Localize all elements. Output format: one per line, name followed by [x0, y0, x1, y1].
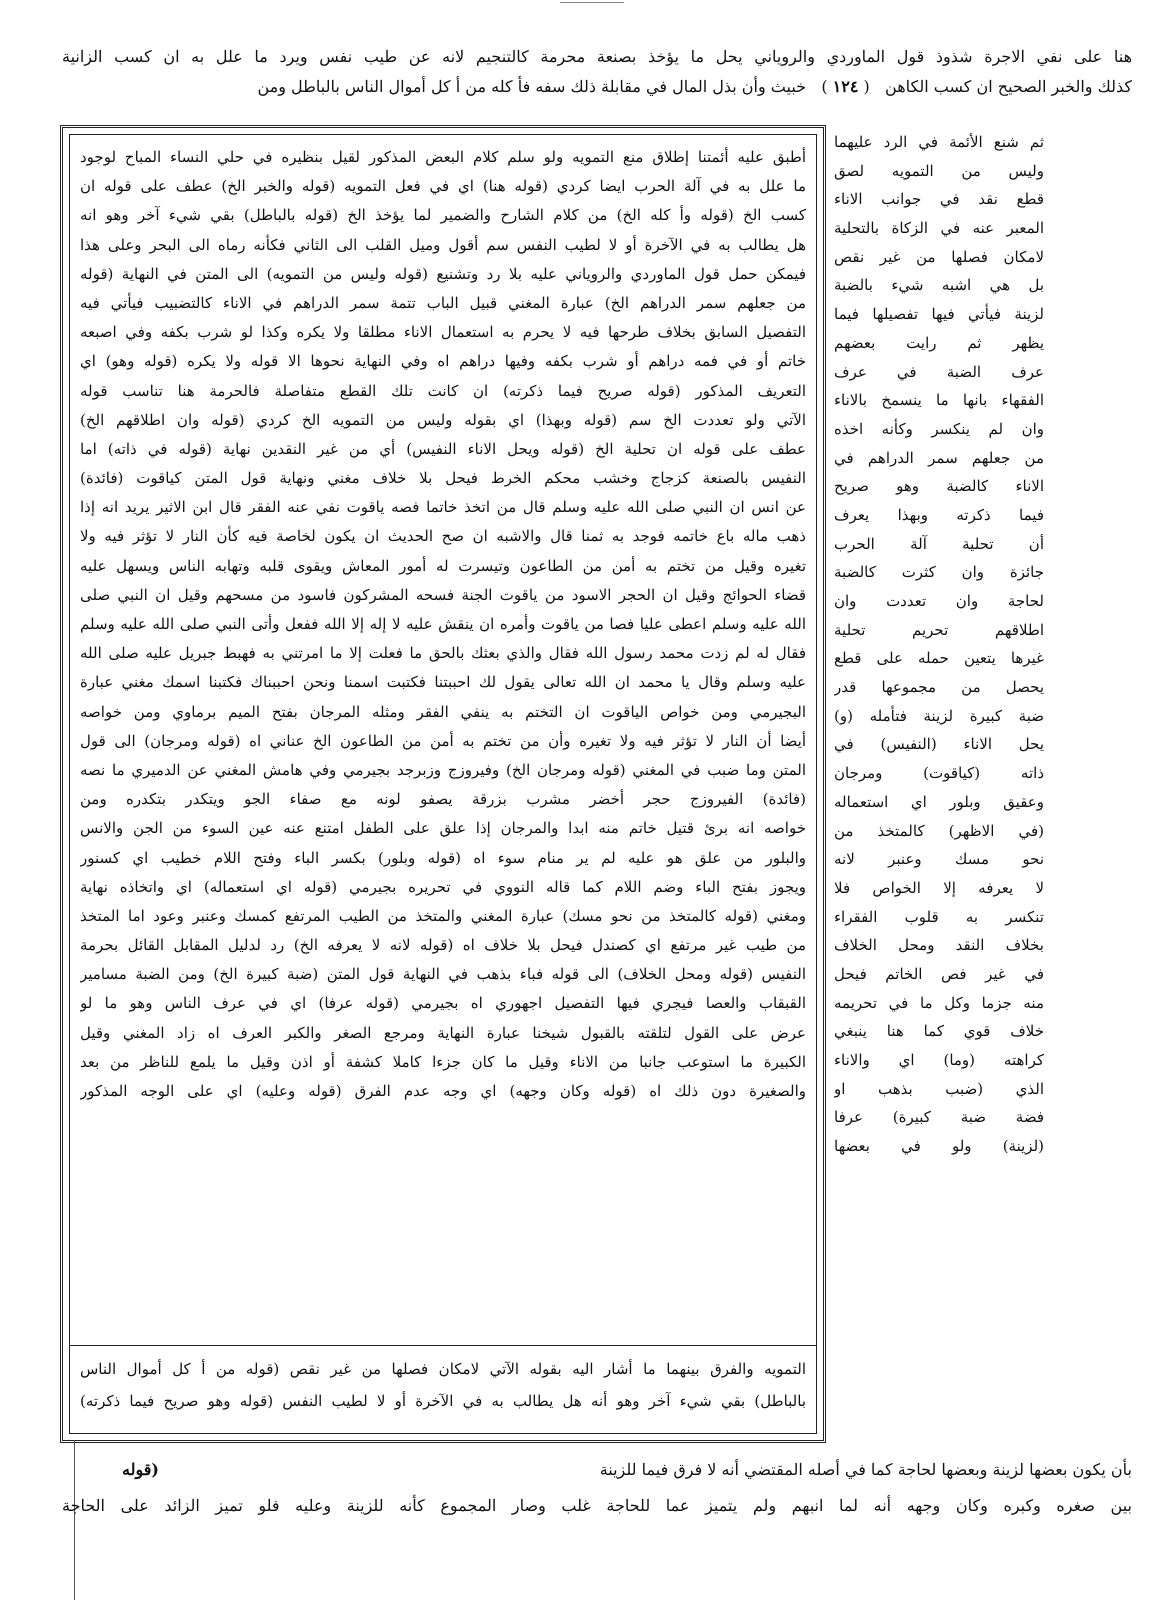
commentary-line: عليه وسلم وقال يا محمد ان الله تعالى يقول لك احببتنا فكتبت اسمنا ونحن احببناك فكتبنا اسمك مغني عبارة [80, 673, 806, 692]
margin-line: كراهته (وما) اي والاناء [834, 1051, 1044, 1069]
commentary-frame [60, 125, 826, 1443]
commentary-line: فقال له لم زدت محمد رسول الله فقال والذي بعثك بالحق ما فعلت إلا ما امرتني به فهبط جبريل عليه صلى الله [80, 644, 806, 663]
commentary-line: التفصيل السابق بخلاف طرحها فيه لا يحرم به استعمال الاناء مطلقا ولا يكره وكذا لو شرب بكفه وفي اصبعه [80, 323, 806, 342]
margin-line: يحصل من مجموعها قدر [834, 678, 1044, 697]
commentary-line: النفيس (قوله ومحل الخلاف) الى قوله فباء بذهب في النهاية قول المتن (ضبة كبيرة الخ) ومن الضبة مسامير [80, 965, 806, 984]
commentary-bottom-line: التمويه والفرق بينهما ما أشار اليه بقوله الآتي لامكان فصلها من غير نقص (قوله من أ كل أموال الناس [80, 1360, 806, 1378]
commentary-line: تغيره وقيل من تختم به أمن من الطاعون وتيسرت له أمور المعاش ويقوى قلبه وتهابه الناس ويسهل عليه [80, 556, 806, 575]
commentary-line: المتن وما ضبب في المغني (قوله ومرجان الخ) وفيروزج وزبرجد بجيرمي وفي هامش المغني عن الدميري ما نصه [80, 760, 806, 779]
margin-line: غيرها يتعين حمله على قطع [834, 649, 1044, 668]
margin-line: (في الاظهر) كالمتخذ من [834, 821, 1044, 840]
commentary-line: القبقاب والعصا فيجري فيها التفصيل اجهوري اه بجيرمي (قوله عرفا) اي في عرف الناس وهو ما لو [80, 994, 806, 1013]
commentary-line: البجيرمي ومن خواص الياقوت ان التختم به ينفي الفقر ومثله المرجان بفتح الميم برماوي ومن خواصه [80, 702, 806, 721]
commentary-line: والبلور من علق هو عليه لم ير منام سوء اه (قوله وبلور) بكسر الباء وفتح اللام خطيب اي كسنور [80, 848, 806, 867]
margin-line: منه جزما وكل ما في تحريمه [834, 993, 1044, 1012]
margin-line: أن تحلية آلة الحرب [834, 534, 1044, 553]
margin-line: اطلاقهم تحريم تحلية [834, 620, 1044, 639]
commentary-line: من طيب غير مرتفع اي كصندل فيحل بلا خلاف اه (قوله لانه لا يعرفه الخ) رد لدليل المقابل القائل بحرمة [80, 936, 806, 955]
commentary-line: كسب الخ (قوله وأ كله الخ) من كلام الشارح والضمير لما يؤخذ الخ (قوله بالباطل) بقي شيء آخر وهو انه [80, 206, 806, 225]
margin-line: نحو مسك وعنبر لانه [834, 850, 1044, 869]
commentary-line: قضاء الحوائج وقيل ان الحجر الاسود من ياقوت الجنة فسحه المشركون فاسود من مسحهم وقيل ان النبي صلى [80, 585, 806, 604]
margin-line: الفقهاء بانها ما ينسمخ بالاناء [834, 391, 1044, 410]
margin-line: تنكسر به قلوب الفقراء [834, 907, 1044, 926]
commentary-line: خاتم أو في فمه دراهم أو شرب بكفه وفيها دراهم اه وفي النهاية نحوها الا قوله ولا يكره (قوله وهو) اي [80, 352, 806, 371]
commentary-line: أيضا أن النار لا تؤثر فيه ولا تغيره وأن من تختم به أمن من الطاعون الخ عناني اه (قوله ومرجان) الى قول [80, 731, 806, 750]
margin-line: ضبة كبيرة لزينة فتأمله (و) [834, 706, 1044, 725]
page-number: ١٢٤ [832, 77, 859, 96]
footer-line-1 [62, 1452, 1132, 1488]
footer-line-1-kw: (قوله [122, 1460, 159, 1479]
commentary-main-text [80, 143, 806, 1106]
margin-line: قطع نقد في جوانب الاناء [834, 190, 1044, 209]
commentary-bottom-line: بالباطل) بقي شيء آخر وهو أنه هل يطالب به في الآخرة أو لا لطيب النفس (قوله وهو صريح فيما ذكرته) [80, 1392, 806, 1410]
commentary-line: فيمكن حمل قول الماوردي والروياني عليه بلا رد وتشنيع (قوله وليس من التمويه) الى المتن في النهاية (قوله [80, 264, 806, 283]
footer-line-2: بين صغره وكبره وكان وجهه أنه لما انبهم ولم يتميز عما للحاجة غلب وصار المجموع كأنه للزينة وعليه فلو تميز الزائد على الحاجة [62, 1496, 1132, 1515]
margin-line: يحل الاناء (النفيس) في [834, 735, 1044, 754]
margin-line: وليس من التمويه لصق [834, 161, 1044, 180]
commentary-line: عن انس ان النبي صلى الله عليه وسلم قال من اتخذ خاتما فصه ياقوت نفي عنه الفقر قال ابن الاثير يريد انه إذا [80, 498, 806, 517]
commentary-line: التعريف المذكور (قوله صريح فيما ذكرته) ان كانت تلك القطع متفاصلة فالحرمة هنا تناسب قوله [80, 381, 806, 400]
commentary-line: عرض على القول لتلقته بالقبول شيخنا عبارة النهاية ومرجع الصغر والكبر العرف اه زاد المغني وقيل [80, 1023, 806, 1042]
margin-line: بل هي اشبه شيء بالضبة [834, 276, 1044, 295]
margin-line: لزينة فيأتي فيها تفصيلها فيما [834, 305, 1044, 324]
margin-line: الاناء كالضبة وهو صريح [834, 477, 1044, 496]
top-line-2-end: خبيث وأن بذل المال في مقابلة ذلك سفه فأ كله من أ كل أموال الناس بالباطل ومن [257, 77, 807, 96]
commentary-separator [70, 1345, 816, 1346]
margin-line: يظهر ثم رايت بعضهم [834, 333, 1044, 352]
margin-line: لا يعرفه إلا الخواص فلا [834, 878, 1044, 897]
margin-line: عرف الضبة في عرف [834, 362, 1044, 381]
top-line-2: كذلك والخبر الصحيح ان كسب الكاهن ( ١٢٤ ) خبيث وأن بذل المال في مقابلة ذلك سفه فأ كله من أ كل أموال الناس بالباطل ومن [257, 77, 1132, 96]
margin-matn-column [834, 128, 1044, 1161]
commentary-line: (فائدة) الفيروزج حجر أخضر مشرب بزرقة يصفو لونه مع صفاء الجو ويتكدر بتكدره ومن [80, 790, 806, 809]
margin-line: لامكان فصلها من غير نقص [834, 247, 1044, 266]
margin-line: ثم شنع الأئمة في الرد عليهما [834, 133, 1044, 151]
margin-line: في غير فص الخاتم فيحل [834, 964, 1044, 983]
margin-line: فضة ضبة كبيرة) عرفا [834, 1108, 1044, 1127]
commentary-line: والصغيرة دون ذلك اه (قوله وكان وجهه) اي وجه عدم الفرق (قوله وعليه) اي على الوجه المذكور [80, 1082, 806, 1100]
commentary-line: أطبق عليه أئمتنا إطلاق منع التمويه ولو سلم كلام البعض المذكور لقيل بنظيره في حلي النساء المباح لوجود [80, 148, 806, 166]
margin-line: ذاته (كياقوت) ومرجان [834, 764, 1044, 783]
commentary-line: ما علل به في آلة الحرب ايضا كردي (قوله هنا) اي في فعل التمويه (قوله والخبر الخ) عطف على قوله ان [80, 177, 806, 196]
margin-line: المعبر عنه في الزكاة بالتحلية [834, 219, 1044, 238]
commentary-line: هل يطالب به في الآخرة أو لا لطيب النفس سم أقول وميل القلب الى الثاني فكأنه رماه الى البحر وعلى هذا [80, 235, 806, 254]
footer-text-block [62, 1452, 1132, 1524]
commentary-line: الكبيرة ما استوعب جانبا من الاناء وقيل ما كان جزءا كاملا كشفة أو اذن وقيل ما يلمع للناظر من بعد [80, 1052, 806, 1071]
commentary-line: من جعلهم سمر الدراهم الخ) عبارة المغني قبيل الباب تتمة سمر الدراهم في الاناء كالتضبيب فيأتي فيه [80, 293, 806, 312]
commentary-line: ذهب ماله باع خاتمه فوجد به ثمنا قال والاشبه ان صح الحديث ان يكون لخاصة فيه كأن النار لا تؤثر فيه ولا [80, 527, 806, 546]
margin-line: الذي (ضبب بذهب او [834, 1079, 1044, 1098]
commentary-line: خواصه انه برئ قتيل خاتم منه ابدا والمرجان إذا علق على الطفل امتنع عنه عين السوء من الجن والانس [80, 819, 806, 838]
margin-line: من جعلهم سمر الدراهم في [834, 448, 1044, 467]
margin-line: خلاف قوي كما هنا ينبغي [834, 1022, 1044, 1041]
top-line-1: هنا على نفي الاجرة شذوذ قول الماوردي والروياني يحل ما يؤخذ بصنعة محرمة كالتنجيم لانه عن طيب نفس ويرد ما علل به ان كسب الزانية [62, 47, 1132, 66]
margin-line: (لزينة) ولو في بعضها [834, 1137, 1044, 1156]
commentary-line: ومغني (قوله كالمتخذ من نحو مسك) عبارة المغني والمتخذ من الطيب المرتفع كمسك وعنبر وعود اما المتخذ [80, 906, 806, 925]
commentary-line: ويجوز بفتح الباء وضم اللام كما قاله النووي في تحريره بجيرمي (قوله اي استعماله) اي واتخاذه نهاية [80, 877, 806, 896]
margin-line: وان لم ينكسر وكأنه اخذه [834, 419, 1044, 438]
margin-line: جائزة وان كثرت كالضبة [834, 563, 1044, 582]
top-text-block [62, 42, 1132, 102]
footer-line-1-text: بأن يكون بعضها لزينة وبعضها لحاجة كما في أصله المقتضي أنه لا فرق فيما للزينة [599, 1460, 1132, 1479]
commentary-line: الآتي ولو تعددت الخ سم (قوله وبهذا) اي بقوله وليس من التمويه الخ كردي (قوله وان اطلاقهم الخ) [80, 410, 806, 429]
margin-line: بخلاف النقد ومحل الخلاف [834, 936, 1044, 955]
commentary-line: عطف على قوله ان تحلية الخ (قوله ويحل الاناء النفيس) أي من غير النقدين نهاية (قوله في ذاته) اما [80, 439, 806, 458]
margin-line: فيما ذكرته وبهذا يعرف [834, 505, 1044, 524]
commentary-frame-inner [69, 134, 817, 1434]
commentary-line: الله عليه وسلم اعطى عليا فصا من ياقوت وأمره ان ينقش عليه لا إله إلا الله ففعل وأتى النبي صلى الله عليه وسلم [80, 615, 806, 633]
margin-line: وعقيق وبلور اي استعماله [834, 792, 1044, 811]
top-line-2-start: كذلك والخبر الصحيح ان كسب الكاهن [885, 77, 1132, 96]
top-rule [560, 2, 624, 3]
margin-line: لحاجة وان تعددت وان [834, 592, 1044, 610]
commentary-line: النفيس بالصنعة كزجاج وخشب محكم الخرط فيحل بلا خلاف مغني ونهاية قول المتن كياقوت (فائدة) [80, 469, 806, 488]
commentary-bottom-text [80, 1353, 806, 1417]
